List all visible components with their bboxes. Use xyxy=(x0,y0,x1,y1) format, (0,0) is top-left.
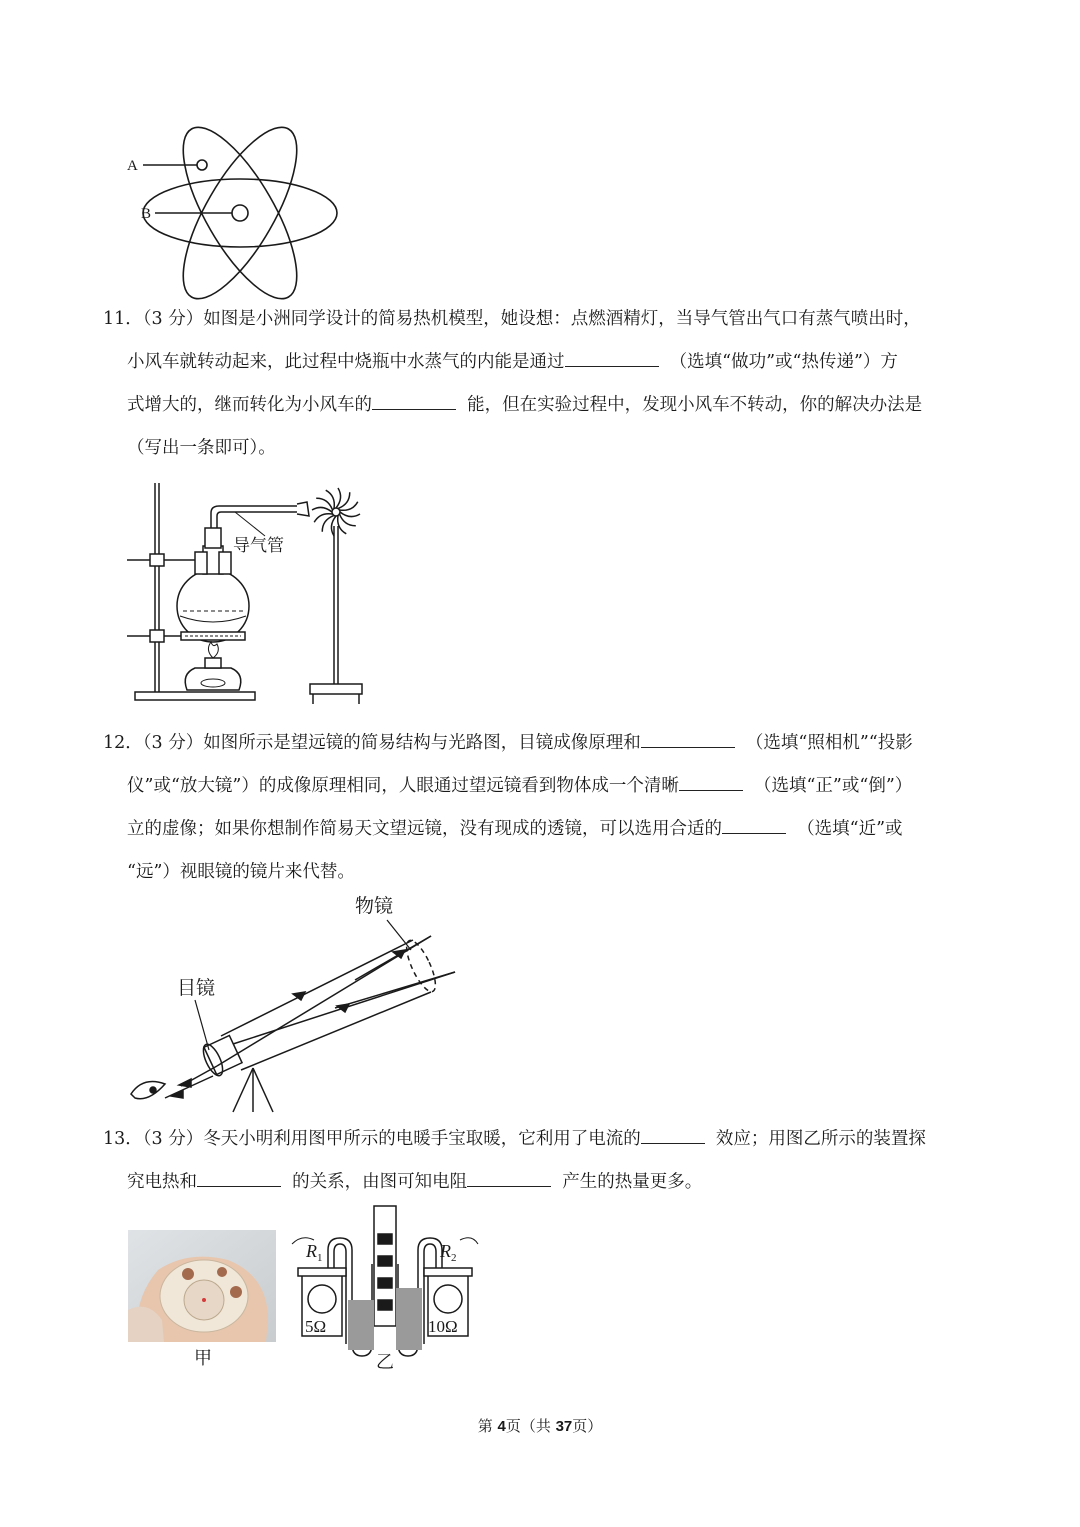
footer-suffix: 页） xyxy=(572,1417,603,1435)
footer-middle: 页（共 xyxy=(505,1417,556,1435)
question-13 xyxy=(103,1118,983,1204)
q11-blank-2[interactable] xyxy=(372,392,456,411)
q13-blank-2[interactable] xyxy=(197,1169,281,1188)
q13-text-1b: 效应；用图乙所示的装置探 xyxy=(715,1129,926,1149)
q13-line-2 xyxy=(103,1161,983,1204)
q11-score: （3 分） xyxy=(142,309,204,329)
label-5ohm: 5Ω xyxy=(305,1317,327,1336)
q11-text-1: 如图是小洲同学设计的简易热机模型，她设想：点燃酒精灯，当导气管出气口有蒸气喷出时， xyxy=(203,309,921,329)
q13-blank-1[interactable] xyxy=(641,1126,705,1145)
label-objective: 物镜 xyxy=(355,895,394,917)
label-r1: $R_1$ xyxy=(306,1241,323,1264)
q12-blank-1[interactable] xyxy=(641,730,735,749)
q12-text-3b: （选填“近”或 xyxy=(797,819,903,839)
eye-icon xyxy=(131,1082,165,1099)
q12-text-1b: （选填“照相机”“投影 xyxy=(745,733,913,753)
q11-line-4 xyxy=(103,427,983,470)
label-a: A xyxy=(127,158,138,174)
page-footer xyxy=(0,1415,1080,1436)
fan-stand-base xyxy=(310,684,362,694)
footer-prefix: 第 xyxy=(477,1417,498,1435)
q11-number: 11． xyxy=(103,309,143,329)
q13-text-2c: 产生的热量更多。 xyxy=(562,1172,703,1192)
q12-text-2a: 仪”或“放大镜”）的成像原理相同，人眼通过望远镜看到物体成一个清晰 xyxy=(127,776,679,796)
electron xyxy=(197,160,207,170)
joule-apparatus-figure xyxy=(292,1204,482,1376)
caption-jia: 甲 xyxy=(194,1348,212,1369)
nucleus xyxy=(232,205,248,221)
stand-base xyxy=(135,692,255,700)
q11-line-3 xyxy=(103,384,983,427)
q13-blank-3[interactable] xyxy=(467,1169,551,1188)
q12-text-3a: 立的虚像；如果你想制作简易天文望远镜，没有现成的透镜，可以选用合适的 xyxy=(127,819,722,839)
label-r2: $R_2$ xyxy=(440,1241,457,1264)
q12-text-4: “远”）视眼镜的镜片来代替。 xyxy=(127,862,355,882)
q12-score: （3 分） xyxy=(142,733,204,753)
label-delivery-tube: 导气管 xyxy=(233,536,284,556)
telescope-figure xyxy=(125,888,465,1118)
tripod xyxy=(233,1068,253,1112)
flask xyxy=(177,570,249,642)
q12-blank-2[interactable] xyxy=(679,773,743,792)
label-eyepiece: 目镜 xyxy=(177,977,216,999)
q11-text-2b: （选填“做功”或“热传递”）方 xyxy=(669,352,898,372)
q12-number: 12． xyxy=(103,733,143,753)
q11-blank-1[interactable] xyxy=(565,349,659,368)
pinwheel xyxy=(312,488,360,536)
flame xyxy=(208,642,218,658)
q13-line-1 xyxy=(103,1118,983,1161)
q12-line-1 xyxy=(103,722,983,765)
q11-text-3a: 式增大的，继而转化为小风车的 xyxy=(127,395,372,415)
q12-text-1a: 如图所示是望远镜的简易结构与光路图，目镜成像原理和 xyxy=(203,733,641,753)
q11-line-1 xyxy=(103,298,983,341)
caption-yi: 乙 xyxy=(376,1352,394,1373)
q12-line-3 xyxy=(103,808,983,851)
q11-text-3b: 能，但在实验过程中，发现小风车不转动，你的解决办法是 xyxy=(467,395,923,415)
q13-number: 13． xyxy=(103,1129,143,1149)
tube-bottom xyxy=(241,992,431,1070)
label-b: B xyxy=(141,206,152,222)
q13-text-2b: 的关系，由图可知电阻 xyxy=(292,1172,468,1192)
q13-text-1a: 冬天小明利用图甲所示的电暖手宝取暖，它利用了电流的 xyxy=(203,1129,641,1149)
q12-text-2b: （选填“正”或“倒”） xyxy=(753,776,913,796)
tube-top xyxy=(221,940,413,1036)
q13-score: （3 分） xyxy=(142,1129,204,1149)
question-11 xyxy=(103,298,983,470)
q12-blank-3[interactable] xyxy=(722,816,786,835)
label-10ohm: 10Ω xyxy=(428,1317,458,1336)
q11-text-2a: 小风车就转动起来，此过程中烧瓶中水蒸气的内能是通过 xyxy=(127,352,565,372)
q11-text-4: （写出一条即可）。 xyxy=(127,438,276,458)
page-number: 4 xyxy=(497,1418,506,1435)
total-pages: 37 xyxy=(555,1418,573,1435)
delivery-tube xyxy=(211,506,297,528)
question-12 xyxy=(103,722,983,894)
q11-line-2 xyxy=(103,341,983,384)
atom-model-figure xyxy=(125,128,325,293)
heat-engine-figure xyxy=(125,478,375,713)
q13-text-2a: 究电热和 xyxy=(127,1172,197,1192)
hand-warmer-photo xyxy=(128,1230,276,1372)
q12-line-2 xyxy=(103,765,983,808)
